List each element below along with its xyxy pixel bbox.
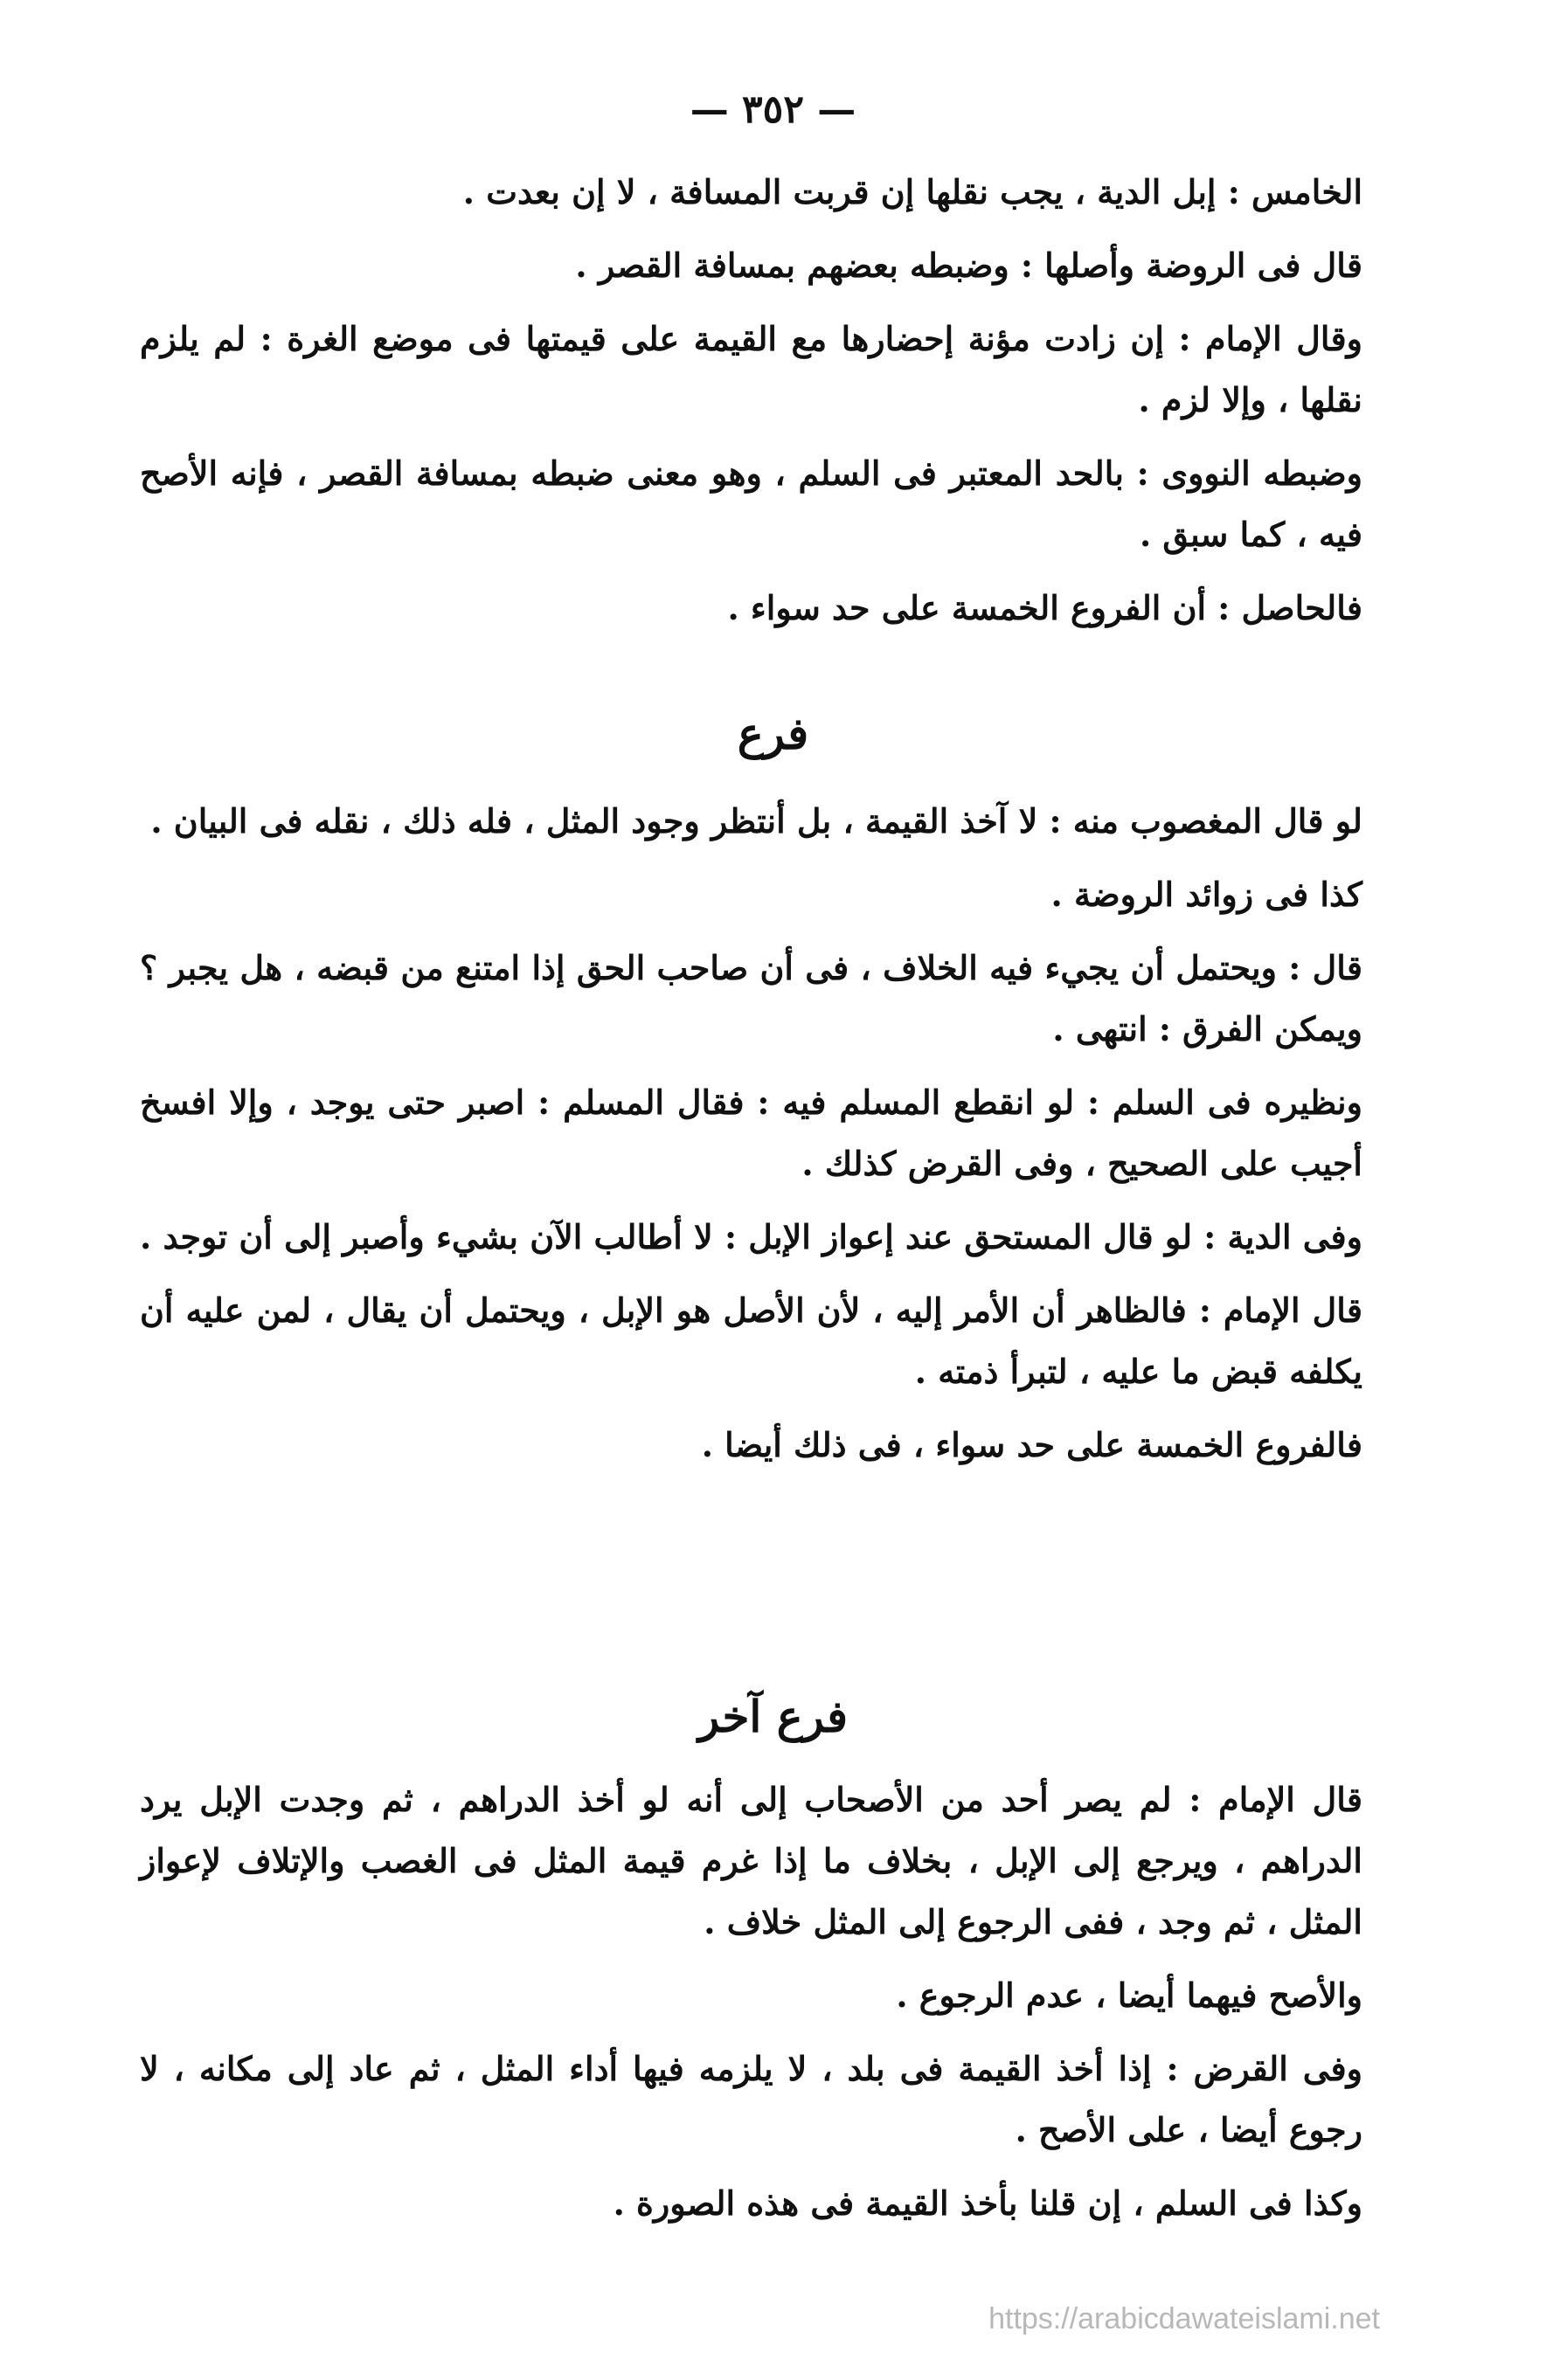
paragraph: الخامس : إبل الدية ، يجب نقلها إن قربت المسافة ، لا إن بعدت . (462, 172, 1362, 211)
section-heading-far-akhar: فرع آخر (697, 1691, 849, 1742)
paragraph: وفى الدية : لو قال المستحق عند إعواز الإبل : لا أطالب الآن بشيء وأصبر إلى أن توجد . (140, 1217, 1362, 1256)
paragraph: ونظيره فى السلم : لو انقطع المسلم فيه : فقال المسلم : اصبر حتى يوجد ، وإلا افسخ أجيب على الصحيح ، وفى القرض كذلك . (140, 1083, 1362, 1183)
paragraph: والأصح فيهما أيضا ، عدم الرجوع . (896, 1975, 1362, 2015)
paragraph: وضبطه النووى : بالحد المعتبر فى السلم ، وهو معنى ضبطه بمسافة القصر ، فإنه الأصح فيه ، كما سبق . (140, 453, 1362, 554)
section-heading-far: فرع (737, 708, 809, 759)
paragraph: وقال الإمام : إن زادت مؤنة إحضارها مع القيمة على قيمتها فى موضع الغرة : لم يلزم نقلها ، وإلا لزم . (140, 319, 1362, 419)
paragraph: قال فى الروضة وأصلها : وضبطه بعضهم بمسافة القصر . (575, 246, 1362, 285)
section-1 (140, 162, 1362, 651)
paragraph: فالفروع الخمسة على حد سواء ، فى ذلك أيضا . (701, 1425, 1362, 1464)
section-3 (140, 1769, 1362, 2246)
paragraph: قال الإمام : لم يصر أحد من الأصحاب إلى أنه لو أخذ الدراهم ، ثم وجدت الإبل يرد الدراهم ، ويرجع إلى الإبل ، بخلاف ما إذا غرم قيمة المثل فى الغصب والإتلاف لإعواز المثل ، ثم وجد ، ففى الرجوع إلى المثل خلاف . (140, 1780, 1362, 1941)
paragraph: لو قال المغصوب منه : لا آخذ القيمة ، بل أنتظر وجود المثل ، فله ذلك ، نقله فى البيان . (150, 801, 1362, 841)
page-number: — ٣٥٢ — (690, 87, 856, 132)
paragraph: كذا فى زوائد الروضة . (1050, 875, 1362, 914)
watermark-url: https://arabicdawateislami.net (988, 2302, 1380, 2335)
paragraph: فالحاصل : أن الفروع الخمسة على حد سواء . (727, 588, 1362, 627)
paragraph: قال الإمام : فالظاهر أن الأمر إليه ، لأن الأصل هو الإبل ، ويحتمل أن يقال ، لمن عليه أن يكلفه قبض ما عليه ، لتبرأ ذمته . (140, 1290, 1362, 1391)
paragraph: وفى القرض : إذا أخذ القيمة فى بلد ، لا يلزمه فيها أداء المثل ، ثم عاد إلى مكانه ، لا رجوع أيضا ، على الأصح . (140, 2049, 1362, 2149)
section-2 (140, 791, 1362, 1488)
paragraph: وكذا فى السلم ، إن قلنا بأخذ القيمة فى هذه الصورة . (613, 2183, 1362, 2223)
paragraph: قال : ويحتمل أن يجيء فيه الخلاف ، فى أن صاحب الحق إذا امتنع من قبضه ، هل يجبر ؟ ويمكن الفرق : انتهى . (140, 948, 1362, 1048)
